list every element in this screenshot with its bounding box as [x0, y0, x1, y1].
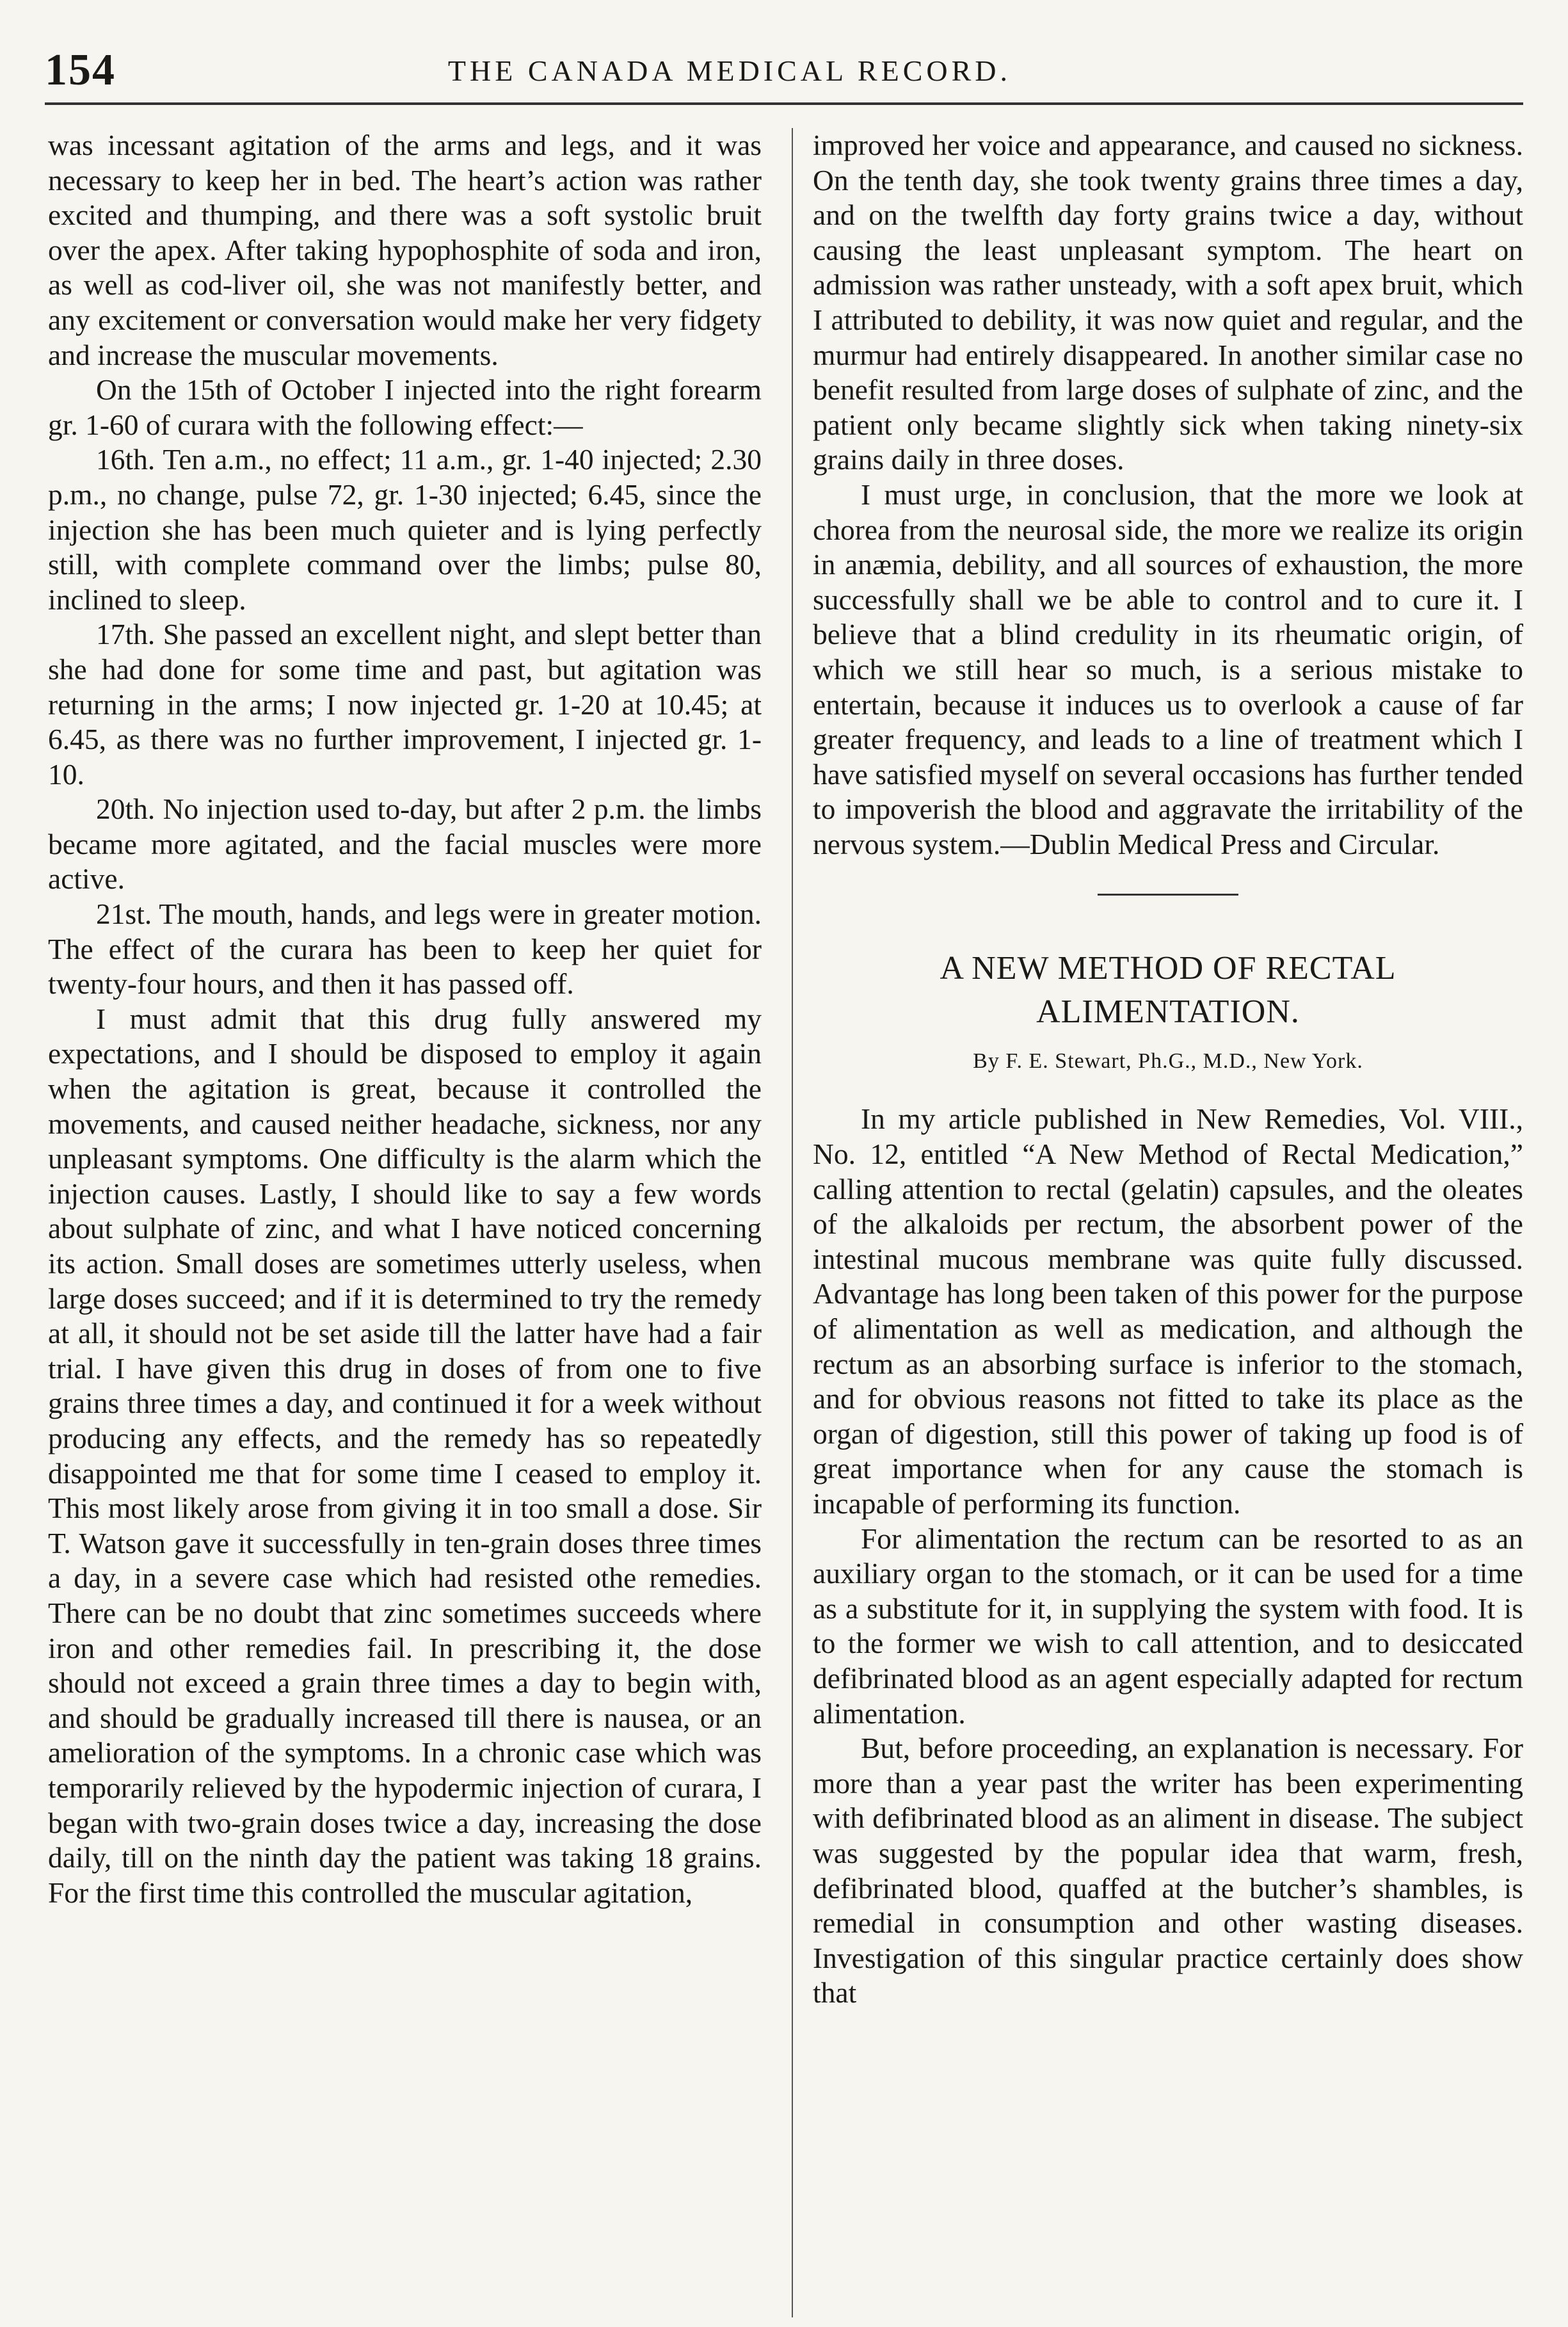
right-column [813, 128, 1523, 2011]
paragraph: 17th. She passed an excellent night, and slept better than she had done for some time and past, but agitation was returning in the arms; I now injected gr. 1-20 at 10.45; at 6.45, as there was no further improvement, I injected gr. 1-10. [48, 618, 762, 791]
article-byline: By F. E. Stewart, Ph.G., M.D., New York. [973, 1049, 1363, 1074]
paragraph: In my article published in New Remedies, Vol. VIII., No. 12, entitled “A New Method of Rectal Medication,” calling attention to rectal (gelatin) capsules, and the oleates of the alkaloids per rectum, the absorbent power of the intestinal mucous membrane was quite fully discussed. Advantage has long been taken of this power for the purpose of alimentation as well as medication, and although the rectum as an absorbing surface is inferior to the stomach, and for obvious reasons not fitted to take its place as the organ of digestion, still this power of taking up food is of great importance when for any cause the stomach is incapable of performing its function. [813, 1102, 1523, 1520]
paragraph: For alimentation the rectum can be resorted to as an auxiliary organ to the stomach, or it can be used for a time as a substitute for it, in supplying the system with food. It is to the former we wish to call attention, and to desiccated defibrinated blood as an agent especially adapted for rectum alimentation. [813, 1522, 1523, 1730]
paragraph: 16th. Ten a.m., no effect; 11 a.m., gr. 1-40 injected; 2.30 p.m., no change, pulse 72, gr. 1-30 injected; 6.45, since the injection she has been much quieter and is lying perfectly still, with complete command over the limbs; pulse 80, inclined to sleep. [48, 443, 762, 616]
article-title: A NEW METHOD OF RECTAL ALIMENTATION. [940, 950, 1396, 1031]
left-column [48, 128, 762, 1910]
running-title: THE CANADA MEDICAL RECORD. [447, 54, 1011, 87]
paragraph: I must urge, in conclusion, that the more we look at chorea from the neurosal side, the more we realize its origin in anæmia, debility, and all sources of exhaustion, the more successfully shall we be able to control and to cure it. I believe that a blind credulity in its rheumatic origin, of which we still hear so much, is a serious mistake to entertain, because it induces us to overlook a cause of far greater frequency, and leads to a line of treatment which I have satisfied myself on several occasions has further tended to impoverish the blood and aggravate the irritability of the nervous system.—Dublin Medical Press and Circular. [813, 478, 1523, 860]
paragraph: On the 15th of October I injected into the right forearm gr. 1-60 of curara with the following effect:— [48, 373, 762, 441]
page-header [45, 38, 1523, 105]
paragraph: 21st. The mouth, hands, and legs were in greater motion. The effect of the curara has been to keep her quiet for twenty-four hours, and then it has passed off. [48, 898, 762, 1001]
page-number: 154 [45, 45, 116, 95]
paragraph: was incessant agitation of the arms and legs, and it was necessary to keep her in bed. The heart’s action was rather excited and thumping, and there was a soft systolic bruit over the apex. After taking hypophosphite of soda and iron, as well as cod-liver oil, she was not manifestly better, and any excitement or conversation would make her very fidgety and increase the muscular movements. [48, 129, 762, 371]
column-divider [792, 128, 793, 2317]
section-separator [1098, 894, 1238, 896]
paragraph: But, before proceeding, an explanation is necessary. For more than a year past the writer has been experimenting with defibrinated blood as an aliment in disease. The subject was suggested by the popular idea that warm, fresh, defibrinated blood, quaffed at the butcher’s shambles, is remedial in consumption and other wasting diseases. Investigation of this singular practice certainly does show that [813, 1732, 1523, 2009]
paragraph: I must admit that this drug fully answered my expectations, and I should be disposed to employ it again when the agitation is great, because it controlled the movements, and caused neither headache, sickness, nor any unpleasant symptoms. One difficulty is the alarm which the injection causes. Lastly, I should like to say a few words about sulphate of zinc, and what I have noticed concerning its action. Small doses are sometimes utterly useless, when large doses succeed; and if it is determined to try the remedy at all, it should not be set aside till the latter have had a fair trial. I have given this drug in doses of from one to five grains three times a day, and continued it for a week without producing any effects, and the remedy has so repeatedly disappointed me that for some time I ceased to employ it. This most likely arose from giving it in too small a dose. Sir T. Watson gave it successfully in ten-grain doses three times a day, in a severe case which had resisted othe remedies. There can be no doubt that zinc sometimes succeeds where iron and other remedies fail. In prescribing it, the dose should not exceed a grain three times a day to begin with, and should be gradually increased till there is nausea, or an amelioration of the symptoms. In a chronic case which was temporarily relieved by the hypodermic injection of curara, I began with two-grain doses twice a day, increasing the dose daily, till on the ninth day the patient was taking 18 grains. For the first time this controlled the muscular agitation, [48, 1002, 762, 1909]
paragraph: improved her voice and appearance, and caused no sickness. On the tenth day, she took twenty grains three times a day, and on the twelfth day forty grains twice a day, without causing the least unpleasant symptom. The heart on admission was rather unsteady, with a soft apex bruit, which I attributed to debility, it was now quiet and regular, and the murmur had entirely disappeared. In another similar case no benefit resulted from large doses of sulphate of zinc, and the patient only became slightly sick when taking ninety-six grains daily in three doses. [813, 129, 1523, 476]
paragraph: 20th. No injection used to-day, but after 2 p.m. the limbs became more agitated, and the facial muscles were more active. [48, 793, 762, 896]
